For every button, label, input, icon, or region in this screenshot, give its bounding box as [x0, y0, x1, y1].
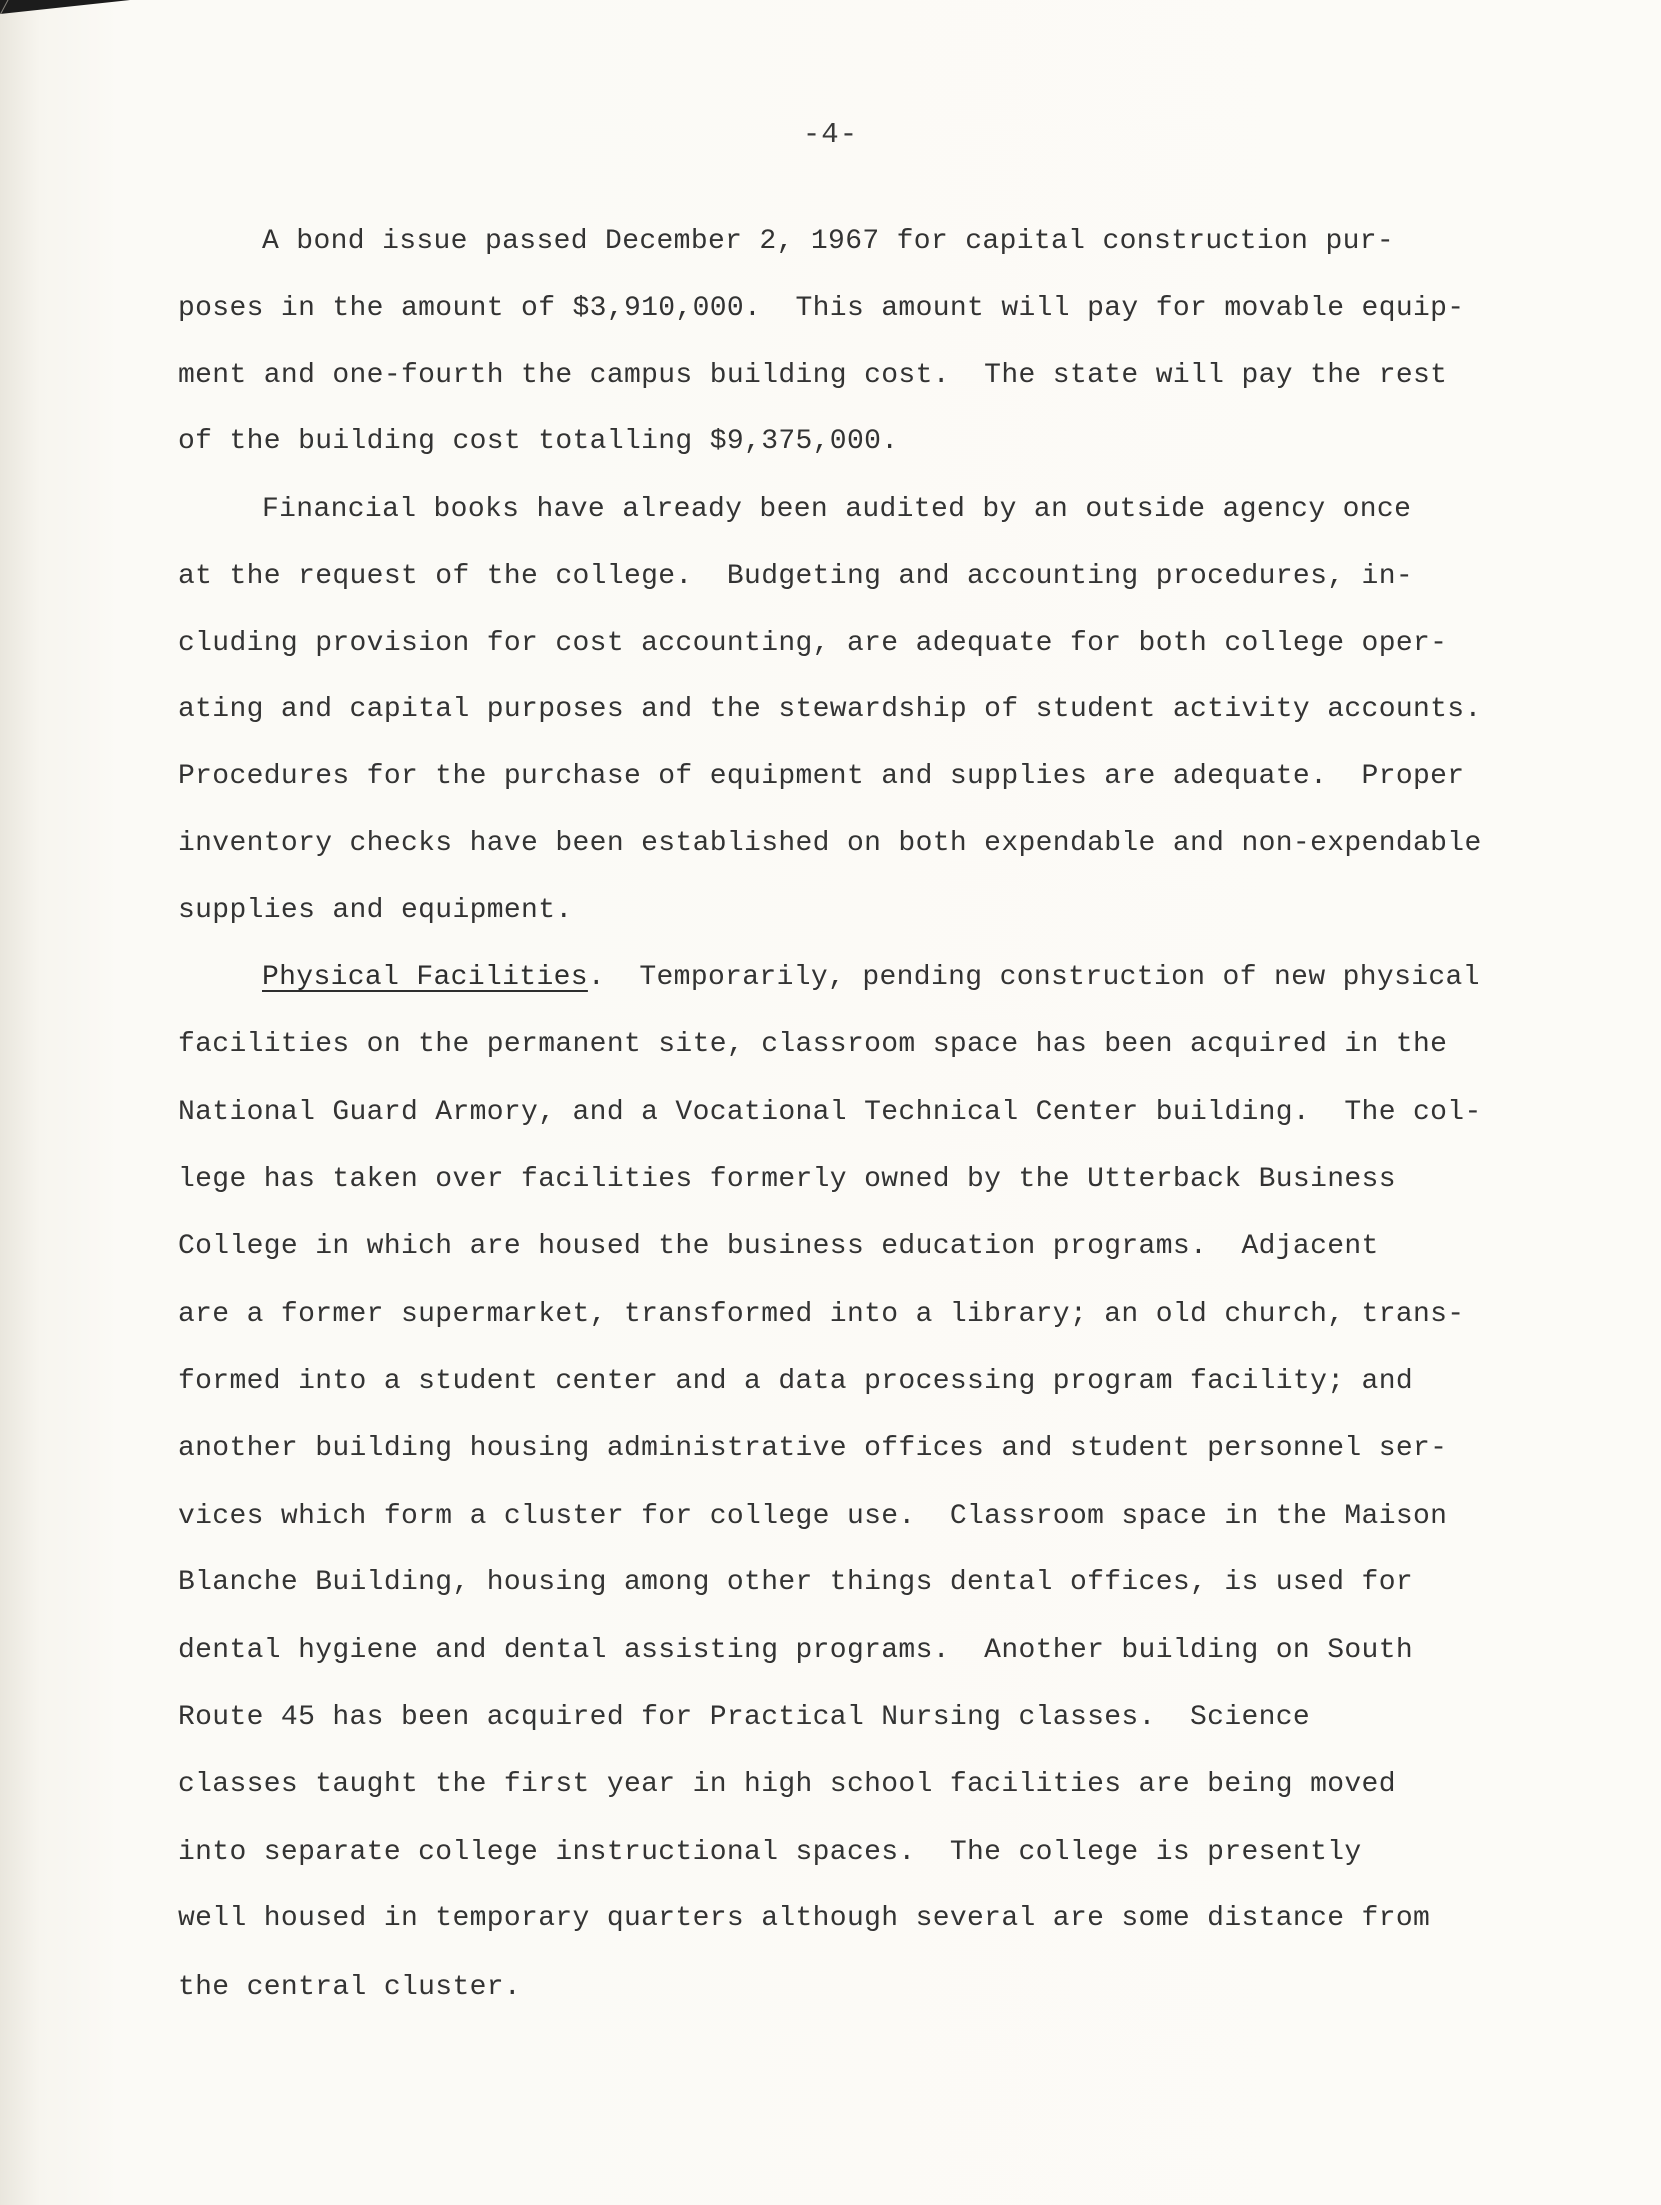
paragraph-2-line-3: cluding provision for cost accounting, are adequate for both college oper- — [178, 628, 1448, 659]
paragraph-1-line-4: of the building cost totalling $9,375,000. — [178, 426, 899, 457]
paragraph-1-line-3: ment and one-fourth the campus building cost. The state will pay the rest — [178, 360, 1448, 391]
paragraph-3-line-15: well housed in temporary quarters although several are some distance from — [178, 1903, 1431, 1934]
paragraph-3-line-12: Route 45 has been acquired for Practical Nursing classes. Science — [178, 1702, 1311, 1733]
paragraph-3-line-9: vices which form a cluster for college use. Classroom space in the Maison — [178, 1501, 1448, 1532]
paragraph-2-line-1: Financial books have already been audited by an outside agency once — [262, 494, 1412, 525]
section-heading-physical-facilities: Physical Facilities — [262, 962, 588, 993]
paragraph-3-line-16: the central cluster. — [178, 1972, 522, 2003]
paragraph-3-line-3: National Guard Armory, and a Vocational Technical Center building. The col- — [178, 1097, 1482, 1128]
paragraph-3-line-14: into separate college instructional spaces. The college is presently — [178, 1837, 1362, 1868]
paragraph-3-line-1 — [262, 958, 1480, 998]
paragraph-1-line-1: A bond issue passed December 2, 1967 for capital construction pur- — [262, 226, 1395, 257]
paragraph-2-line-4: ating and capital purposes and the stewardship of student activity accounts. — [178, 694, 1482, 725]
page-number: -4- — [802, 118, 859, 151]
paragraph-3-line-13: classes taught the first year in high school facilities are being moved — [178, 1769, 1396, 1800]
paragraph-3-line-10: Blanche Building, housing among other things dental offices, is used for — [178, 1567, 1413, 1598]
paragraph-3-line-11: dental hygiene and dental assisting programs. Another building on South — [178, 1635, 1413, 1666]
paragraph-3-line-2: facilities on the permanent site, classroom space has been acquired in the — [178, 1029, 1448, 1060]
paragraph-2-line-7: supplies and equipment. — [178, 895, 573, 926]
paragraph-2-line-5: Procedures for the purchase of equipment and supplies are adequate. Proper — [178, 761, 1465, 792]
paragraph-2-line-2: at the request of the college. Budgeting and accounting procedures, in- — [178, 561, 1413, 592]
paragraph-1-line-2: poses in the amount of $3,910,000. This amount will pay for movable equip- — [178, 293, 1465, 324]
paragraph-3-line-4: lege has taken over facilities formerly owned by the Utterback Business — [178, 1164, 1396, 1195]
paragraph-2-line-6: inventory checks have been established on both expendable and non-expendable — [178, 828, 1482, 859]
paragraph-3-line-1-text: . Temporarily, pending construction of new physical — [587, 962, 1480, 993]
paragraph-3-line-5: College in which are housed the business education programs. Adjacent — [178, 1231, 1379, 1262]
paragraph-3-line-7: formed into a student center and a data processing program facility; and — [178, 1366, 1413, 1397]
paragraph-3-line-6: are a former supermarket, transformed into a library; an old church, trans- — [178, 1299, 1465, 1330]
paragraph-3-line-8: another building housing administrative offices and student personnel ser- — [178, 1433, 1448, 1464]
